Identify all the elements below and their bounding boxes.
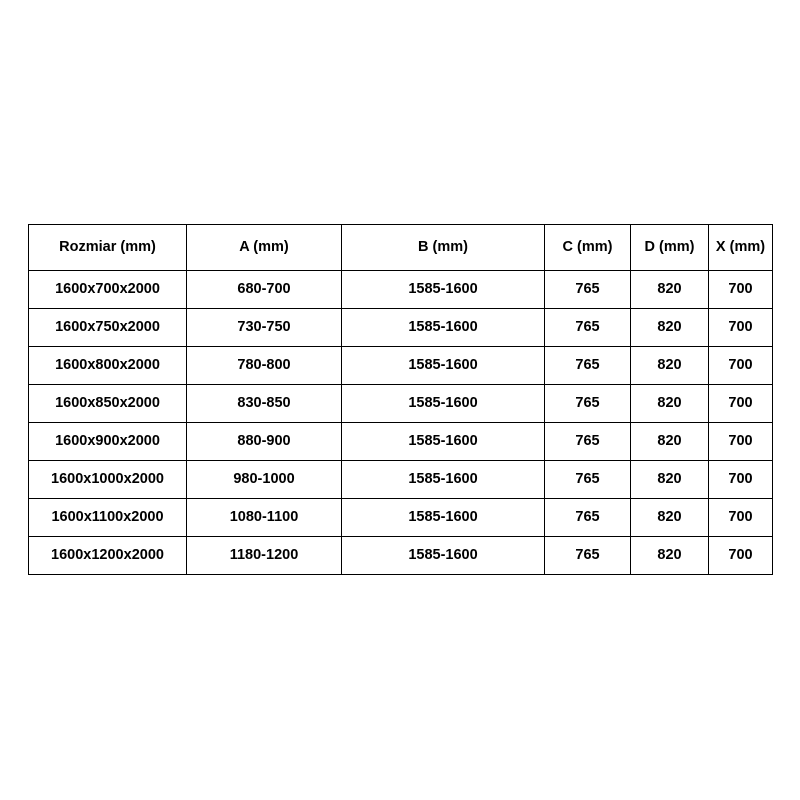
cell-b: 1585-1600 [342,347,545,385]
cell-d: 820 [631,309,709,347]
cell-x: 700 [709,461,773,499]
table-row [29,461,773,499]
column-header-b: B (mm) [342,225,545,271]
cell-c: 765 [545,537,631,575]
cell-x: 700 [709,347,773,385]
cell-d: 820 [631,385,709,423]
table-row [29,271,773,309]
cell-b: 1585-1600 [342,537,545,575]
cell-c: 765 [545,347,631,385]
column-header-x: X (mm) [709,225,773,271]
cell-c: 765 [545,461,631,499]
cell-b: 1585-1600 [342,271,545,309]
cell-x: 700 [709,385,773,423]
cell-size: 1600x800x2000 [29,347,187,385]
cell-a: 980-1000 [187,461,342,499]
cell-a: 1180-1200 [187,537,342,575]
cell-x: 700 [709,537,773,575]
cell-d: 820 [631,347,709,385]
cell-a: 830-850 [187,385,342,423]
cell-d: 820 [631,537,709,575]
cell-size: 1600x1200x2000 [29,537,187,575]
cell-size: 1600x1100x2000 [29,499,187,537]
cell-a: 680-700 [187,271,342,309]
column-header-size: Rozmiar (mm) [29,225,187,271]
cell-b: 1585-1600 [342,499,545,537]
table-row [29,537,773,575]
column-header-d: D (mm) [631,225,709,271]
table-row [29,347,773,385]
cell-a: 730-750 [187,309,342,347]
cell-d: 820 [631,499,709,537]
dimensions-table [28,224,773,575]
cell-b: 1585-1600 [342,385,545,423]
cell-a: 880-900 [187,423,342,461]
cell-x: 700 [709,271,773,309]
table-row [29,309,773,347]
cell-a: 1080-1100 [187,499,342,537]
cell-c: 765 [545,499,631,537]
cell-x: 700 [709,423,773,461]
cell-size: 1600x850x2000 [29,385,187,423]
cell-d: 820 [631,461,709,499]
cell-b: 1585-1600 [342,423,545,461]
cell-d: 820 [631,423,709,461]
cell-d: 820 [631,271,709,309]
table-header-row [29,225,773,271]
cell-size: 1600x900x2000 [29,423,187,461]
table-row [29,423,773,461]
spec-table-container [28,224,772,575]
cell-c: 765 [545,385,631,423]
cell-c: 765 [545,271,631,309]
cell-c: 765 [545,423,631,461]
column-header-a: A (mm) [187,225,342,271]
cell-b: 1585-1600 [342,309,545,347]
cell-x: 700 [709,499,773,537]
cell-size: 1600x750x2000 [29,309,187,347]
table-row [29,385,773,423]
table-row [29,499,773,537]
cell-size: 1600x700x2000 [29,271,187,309]
cell-a: 780-800 [187,347,342,385]
cell-x: 700 [709,309,773,347]
cell-c: 765 [545,309,631,347]
cell-size: 1600x1000x2000 [29,461,187,499]
cell-b: 1585-1600 [342,461,545,499]
column-header-c: C (mm) [545,225,631,271]
